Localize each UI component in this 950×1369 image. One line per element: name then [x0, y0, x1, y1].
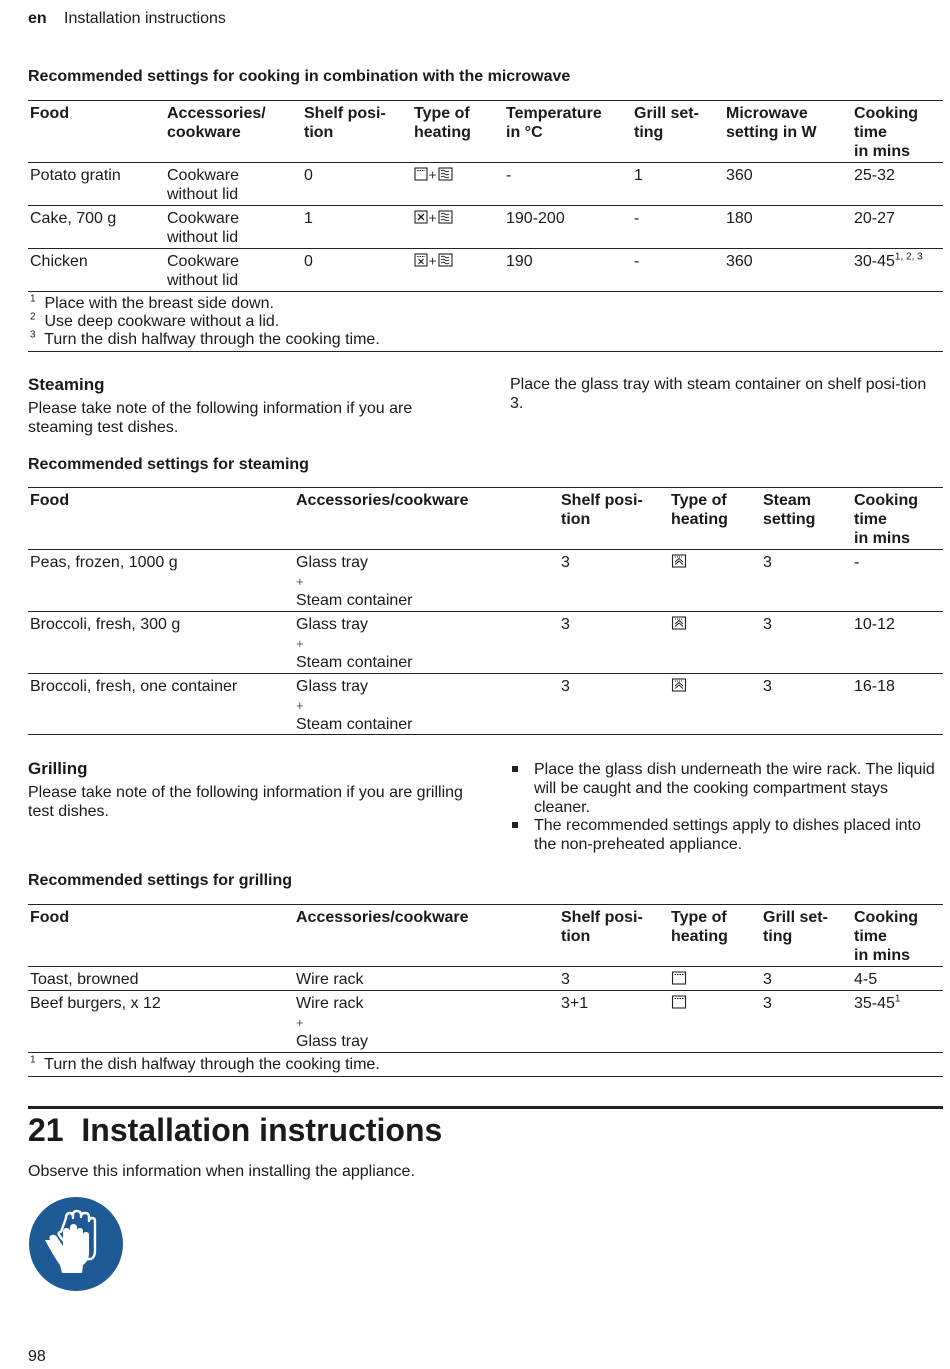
steam-icon	[671, 615, 687, 636]
list-item: The recommended settings apply to dishes placed into the non-preheated appliance.	[510, 816, 942, 854]
cell-accessories: Glass tray + Steam container	[296, 554, 413, 609]
row-rule	[28, 611, 943, 612]
steam-th-heating: Type of heating	[671, 492, 728, 528]
cell-food: Broccoli, fresh, one container	[30, 678, 238, 695]
cell-food: Cake, 700 g	[30, 210, 117, 227]
footnote: $^3$ Turn the dish halfway through the cooking time.	[30, 329, 380, 348]
cell-steam-setting: 3	[763, 554, 772, 571]
row-rule	[28, 248, 943, 249]
cell-food: Potato gratin	[30, 167, 121, 184]
chapter-rule	[28, 1106, 943, 1109]
steaming-right-text: Place the glass tray with steam container on shelf posi-tion 3.	[510, 376, 927, 412]
steam-th-time: Cooking time in mins	[854, 492, 918, 547]
svg-text:+: +	[428, 254, 438, 268]
steam-icon	[671, 553, 687, 574]
steam-th-accessories: Accessories/cookware	[296, 492, 469, 509]
cell-shelf: 3+1	[561, 995, 589, 1012]
cell-time: 16-18	[854, 678, 895, 695]
grill-th-grill: Grill set- ting	[763, 909, 828, 945]
micro-th-temperature: Temperature in °C	[506, 105, 602, 141]
row-rule	[28, 205, 943, 206]
page-number: 98	[28, 1348, 46, 1365]
footnote-ref: 1, 2, 3	[894, 251, 923, 263]
footnote: $^2$ Use deep cookware without a lid.	[30, 311, 280, 330]
protective-gloves-icon	[28, 1196, 124, 1297]
chapter-intro: Observe this information when installing the appliance.	[28, 1163, 415, 1180]
grill-header-rule	[28, 966, 943, 967]
micro-table-top-rule	[28, 100, 943, 101]
grill-icon	[671, 970, 687, 991]
micro-th-shelf: Shelf posi- tion	[304, 105, 386, 141]
cell-time: 4-5	[854, 971, 878, 988]
grill-th-food: Food	[30, 909, 70, 926]
running-header-title: Installation instructions	[64, 10, 226, 27]
cell-accessories: Wire rack	[296, 971, 364, 988]
steam-th-steam: Steam setting	[763, 492, 816, 528]
micro-header-rule	[28, 162, 943, 163]
grill-th-heating: Type of heating	[671, 909, 728, 945]
cell-grill: 3	[763, 971, 772, 988]
grill-th-time: Cooking time in mins	[854, 909, 918, 964]
cell-accessories: Cookware without lid	[167, 210, 240, 246]
cell-shelf: 0	[304, 253, 313, 270]
cell-accessories: Glass tray + Steam container	[296, 678, 413, 733]
grilling-intro: Please take note of the following information if you are grilling test dishes.	[28, 784, 463, 820]
chapter-title: 21 Installation instructions	[28, 1112, 443, 1148]
cell-grill: 3	[763, 995, 772, 1012]
row-rule	[28, 1052, 943, 1053]
cell-temperature: 190-200	[506, 210, 565, 227]
cell-steam-setting: 3	[763, 678, 772, 695]
cell-food: Toast, browned	[30, 971, 139, 988]
cell-microwave: 360	[726, 167, 753, 184]
cell-shelf: 3	[561, 554, 570, 571]
grill-table-top-rule	[28, 904, 943, 905]
grill-th-shelf: Shelf posi- tion	[561, 909, 643, 945]
cell-shelf: 3	[561, 971, 570, 988]
svg-text:+: +	[428, 211, 438, 225]
cell-grill: 1	[634, 167, 643, 184]
steam-table-top-rule	[28, 487, 943, 488]
cell-time: $35-45^1$	[854, 993, 901, 1012]
micro-th-microwave: Microwave setting in W	[726, 105, 817, 141]
cell-food: Beef burgers, x 12	[30, 995, 161, 1012]
micro-th-time: Cooking time in mins	[854, 105, 918, 160]
grilling-heading: Grilling	[28, 759, 88, 778]
cell-grill: -	[634, 210, 640, 227]
svg-text:+: +	[428, 168, 438, 182]
language-code: en	[28, 10, 47, 27]
list-item: Place the glass dish underneath the wire rack. The liquid will be caught and the cooking compartment stays cleaner.	[510, 760, 942, 817]
footnote: $^1$ Turn the dish halfway through the cooking time.	[30, 1054, 380, 1073]
grill-th-accessories: Accessories/cookware	[296, 909, 469, 926]
micro-th-grill: Grill set- ting	[634, 105, 699, 141]
cell-shelf: 0	[304, 167, 313, 184]
grill-table-bottom-rule	[28, 1076, 943, 1077]
steam-icon	[671, 677, 687, 698]
cell-accessories: Wire rack + Glass tray	[296, 995, 369, 1050]
steam-th-shelf: Shelf posi- tion	[561, 492, 643, 528]
steam-header-rule	[28, 549, 943, 550]
cell-time: 30-45$^{1, 2, 3}$	[854, 251, 923, 270]
micro-table-bottom-rule	[28, 351, 943, 352]
micro-th-food: Food	[30, 105, 70, 122]
footnote: $^1$ Place with the breast side down.	[30, 293, 274, 312]
grill-plus-microwave-icon	[414, 166, 456, 187]
steam-table-bottom-rule	[28, 734, 943, 735]
cell-time: 10-12	[854, 616, 895, 633]
cell-accessories: Glass tray + Steam container	[296, 616, 413, 671]
circotherm-grill-plus-microwave-icon	[414, 252, 456, 273]
cell-shelf: 3	[561, 616, 570, 633]
cell-accessories: Cookware without lid	[167, 167, 240, 203]
cell-steam-setting: 3	[763, 616, 772, 633]
cell-accessories: Cookware without lid	[167, 253, 240, 289]
cell-grill: -	[634, 253, 640, 270]
cell-time: -	[854, 554, 860, 571]
cell-shelf: 1	[304, 210, 313, 227]
steaming-table-title: Recommended settings for steaming	[28, 456, 309, 473]
steaming-intro: Please take note of the following information if you are steaming test dishes.	[28, 400, 413, 436]
cell-shelf: 3	[561, 678, 570, 695]
hot-air-plus-microwave-icon	[414, 209, 456, 230]
steam-th-food: Food	[30, 492, 70, 509]
row-rule	[28, 673, 943, 674]
cell-temperature: -	[506, 167, 512, 184]
steaming-heading: Steaming	[28, 375, 105, 394]
row-rule	[28, 291, 943, 292]
micro-th-heating: Type of heating	[414, 105, 471, 141]
grill-icon	[671, 994, 687, 1015]
cell-microwave: 180	[726, 210, 753, 227]
row-rule	[28, 990, 943, 991]
micro-th-accessories: Accessories/ cookware	[167, 105, 266, 141]
cell-time: 20-27	[854, 210, 895, 227]
footnote-ref: 1	[894, 993, 901, 1005]
grilling-table-title: Recommended settings for grilling	[28, 872, 293, 889]
cell-temperature: 190	[506, 253, 533, 270]
cell-food: Chicken	[30, 253, 88, 270]
micro-table-title: Recommended settings for cooking in combination with the microwave	[28, 68, 571, 85]
cell-time: 25-32	[854, 167, 895, 184]
cell-food: Peas, frozen, 1000 g	[30, 554, 178, 571]
cell-microwave: 360	[726, 253, 753, 270]
cell-food: Broccoli, fresh, 300 g	[30, 616, 181, 633]
